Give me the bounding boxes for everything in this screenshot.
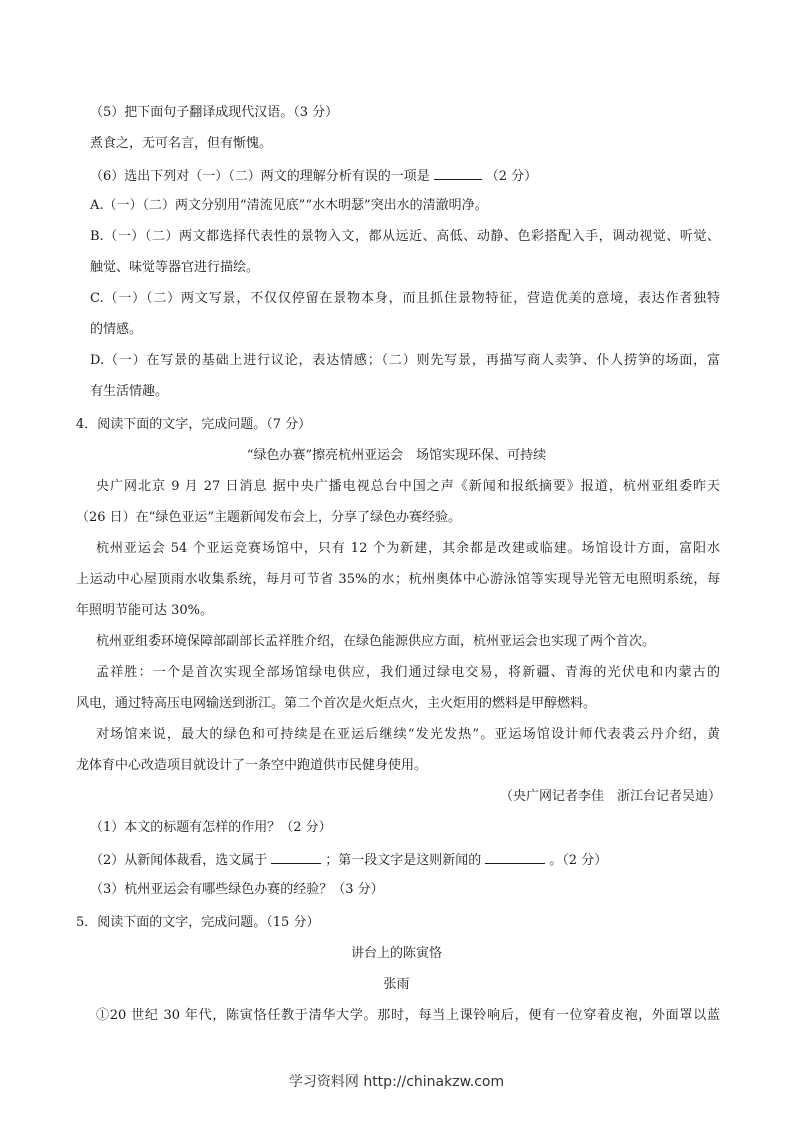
- option-c-line2: 的情感。: [90, 322, 143, 337]
- q4-sub1: （1）本文的标题有怎样的作用？（2 分）: [90, 820, 332, 835]
- page-footer: 学习资料网 http://chinakzw.com: [288, 1074, 505, 1090]
- q5-article-title: 讲台上的陈寅恪: [350, 946, 442, 961]
- q4-byline: （央广网记者李佳 浙江台记者吴迪）: [499, 789, 721, 804]
- q4-para4-line1: 孟祥胜：一个是首次实现全部场馆绿电供应，我们通过绿电交易，将新疆、青海的光伏电和内蒙古的: [96, 665, 720, 680]
- q4-sub2-text-a: （2）从新闻体裁看，选文属于: [90, 853, 268, 868]
- q4-para1-line2: （26 日）在“绿色亚运”主题新闻发布会上，分享了绿色办赛经验。: [76, 510, 461, 525]
- q4-para5-line2: 龙体育中心改造项目就设计了一条空中跑道供市民健身使用。: [76, 758, 428, 773]
- option-c-line1: C.（一）（二）两文写景，不仅仅停留在景物本身，而且抓住景物特征，营造优美的意境，表达作者独特: [90, 291, 720, 306]
- q3-sub6-score: （2 分）: [485, 169, 538, 184]
- q4-para2-line3: 年照明节能可达 30%。: [76, 603, 214, 618]
- q4-sub2-text-c: 。（2 分）: [549, 853, 608, 868]
- q4-heading: 4．阅读下面的文字，完成问题。（7 分）: [76, 417, 312, 432]
- q4-para5-line1: 对场馆来说，最大的绿色和可持续是在亚运后继续“发光发热”。亚运场馆设计师代表裘云丹介绍，黄: [96, 727, 720, 742]
- option-d-line1: D.（一）在写景的基础上进行议论，表达情感；（二）则先写景，再描写商人卖笋、仆人捞笋的场面，富: [90, 353, 720, 368]
- q5-para1: ①20 世纪 30 年代，陈寅恪任教于清华大学。那时，每当上课铃响后，便有一位穿着皮袍，外面罩以蓝: [96, 1008, 720, 1023]
- answer-blank[interactable]: [485, 850, 545, 864]
- q3-sub6-text: （6）选出下列对（一）（二）两文的理解分析有误的一项是: [90, 169, 430, 184]
- q5-heading: 5．阅读下面的文字，完成问题。（15 分）: [76, 915, 320, 930]
- q4-sub2: [90, 850, 607, 870]
- q4-para2-line2: 上运动中心屋顶雨水收集系统，每月可节省 35%的水；杭州奥体中心游泳馆等实现导光管无电照明系统，每: [76, 572, 720, 587]
- q4-para4-line2: 风电，通过特高压电网输送到浙江。第二个首次是火炬点火，主火炬用的燃料是甲醇燃料。: [76, 696, 597, 711]
- q4-para2-line1: 杭州亚运会 54 个亚运竞赛场馆中，只有 12 个为新建，其余都是改建或临建。场馆设计方面，富阳水: [96, 541, 720, 556]
- q3-sub5: （5）把下面句子翻译成现代汉语。（3 分）: [90, 105, 339, 120]
- q4-article-title: “绿色办赛”擦亮杭州亚运会 场馆实现环保、可持续: [246, 448, 547, 463]
- answer-blank[interactable]: [271, 850, 321, 864]
- q4-sub3: （3）杭州亚运会有哪些绿色办赛的经验？（3 分）: [90, 882, 384, 897]
- q4-sub2-text-b: ；第一段文字是这则新闻的: [325, 853, 482, 868]
- option-a: A.（一）（二）两文分别用“清流见底”“水木明瑟”突出水的清澈明净。: [90, 198, 488, 213]
- q4-para3: 杭州亚组委环境保障部副部长孟祥胜介绍，在绿色能源供应方面，杭州亚运会也实现了两个首次。: [96, 634, 656, 649]
- q3-sub5-sentence: 煮食之，无可名言，但有惭愧。: [90, 136, 273, 151]
- q5-author: 张雨: [383, 977, 410, 992]
- option-b-line1: B.（一）（二）两文都选择代表性的景物入文，都从远近、高低、动静、色彩搭配入手，调动视觉、听觉、: [90, 229, 720, 244]
- option-b-line2: 触觉、味觉等器官进行描绘。: [90, 260, 260, 275]
- q3-sub6: [90, 166, 537, 186]
- q4-para1-line1: 央广网北京 9 月 27 日消息 据中央广播电视总台中国之声《新闻和报纸摘要》报道，杭州亚组委昨天: [96, 479, 720, 494]
- option-d-line2: 有生活情趣。: [90, 384, 169, 399]
- answer-blank[interactable]: [434, 166, 482, 180]
